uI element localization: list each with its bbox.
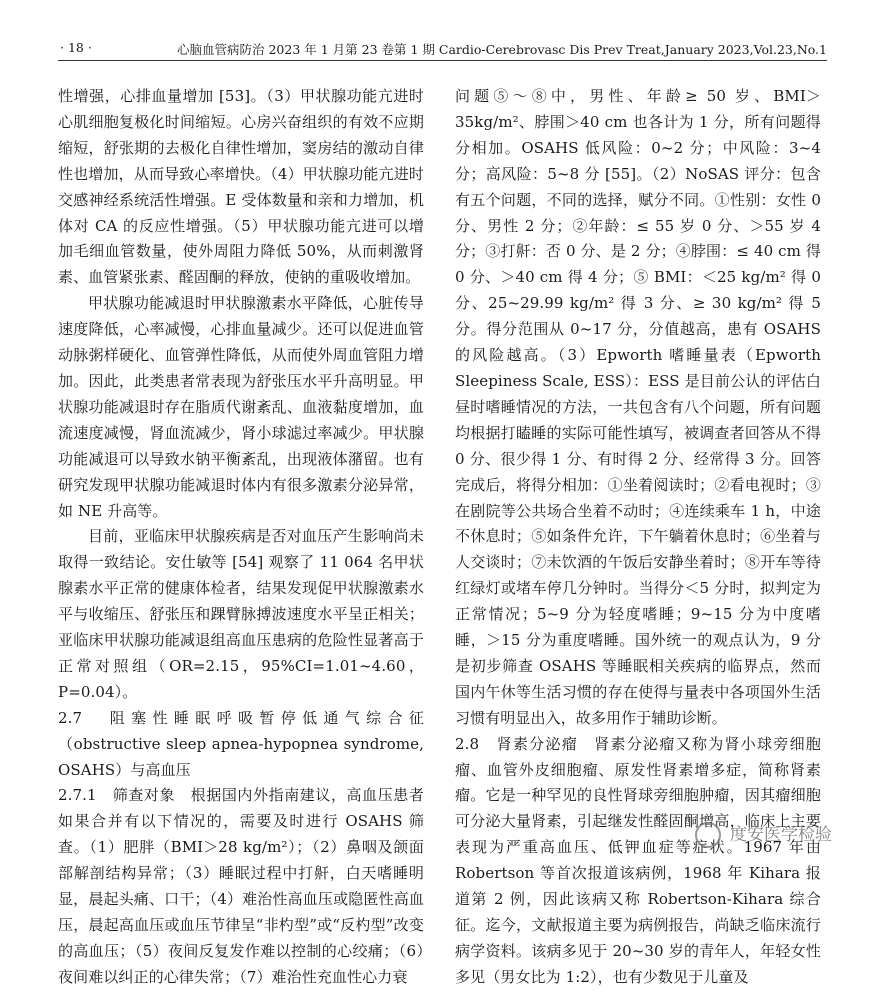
paragraph: 问题⑤～⑧中，男性、年龄≥ 50 岁、BMI＞35kg/m²、脖围＞40 cm 也各计为 1 分，所有问题得分相加。OSAHS 低风险：0~2 分；中风险：3~4 分；高风险：5~8 分 [55]。（2）NoSAS 评分：包含有五个问题，不同的选择，赋分不同。①性别：女性 0 分、男性 2 分；②年龄：≤ 55 岁 0 分、＞55 岁 4 分；③打鼾：否 0 分、是 2 分；④脖围：≤ 40 cm 得 0 分、＞40 cm 得 4 分；⑤ BMI：＜25 kg/m² 得 0 分、25~29.99 kg/m² 得 3 分、≥ 30 kg/m² 得 5 分。得分范围从 0~17 分，分值越高，患有 OSAHS 的风险越高。（3）Epworth 嗜睡量表（Epworth Sleepiness Scale, ESS）：ESS 是目前公认的评估白昼时嗜睡情况的方法，一共包含有八个问题，所有问题均根据打瞌睡的实际可能性填写，被调查者回答从不得 0 分、很少得 1 分、有时得 2 分、经常得 3 分。回答完成后，将得分相加：①坐着阅读时；②看电视时；③在剧院等公共场合坐着不动时；④连续乘车 1 h，中途不休息时；⑤如条件允许，下午躺着休息时；⑥坐着与人交谈时；⑦未饮酒的午饭后安静坐着时；⑧开车等待红绿灯或堵车停几分钟时。当得分＜5 分时，拟判定为正常情况；5~9 分为轻度嗜睡；9~15 分为中度嗜睡，＞15 分为重度嗜睡。国外统一的观点认为，9 分是初步筛查 OSAHS 等睡眠相关疾病的临界点，然而国内午休等生活习惯的存在使得与量表中各项国外生活习惯有明显出入，故多用作于辅助诊断。 — [455, 87, 821, 727]
watermark-text: 度安医学检验 — [730, 825, 832, 845]
paragraph: 目前，亚临床甲状腺疾病是否对血压产生影响尚未取得一致结论。安仕敏等 [54] 观察了 11 064 名甲状腺素水平正常的健康体检者，结果发现促甲状腺激素水平与收缩压、舒张压和踝臂脉搏波速度水平呈正相关；亚临床甲状腺功能减退组高血压患病的危险性显著高于正常对照组（OR=2.15，95%CI=1.01~4.60，P=0.04）。 — [58, 527, 424, 701]
paragraph: 性增强，心排血量增加 [53]。（3）甲状腺功能亢进时心肌细胞复极化时间缩短。心房兴奋组织的有效不应期缩短，舒张期的去极化自律性增加，窦房结的激动自律性也增加，从而导致心率增快。（4）甲状腺功能亢进时交感神经系统活性增强。E 受体数量和亲和力增加，机体对 CA 的反应性增强。（5）甲状腺功能亢进可以增加毛细血管数量，使外周阻力降低 50%，从而刺激肾素、血管紧张素、醛固酮的释放，使钠的重吸收增加。 — [58, 87, 424, 287]
watermark-logo-icon — [695, 822, 721, 848]
paragraph: 甲状腺功能减退时甲状腺激素水平降低，心脏传导速度降低，心率减慢，心排血量减少。还可以促进血管动脉粥样硬化、血管弹性降低，从而使外周血管阻力增加。因此，此类患者常表现为舒张压水平升高明显。甲状腺功能减退时存在脂质代谢紊乱、血液黏度增加，血流速度减慢，肾血流减少，肾小球滤过率减少。甲状腺功能减退可以导致水钠平衡紊乱，出现液体潴留。也有研究发现甲状腺功能减退时体内有很多激素分泌异常，如 NE 升高等。 — [58, 294, 424, 520]
section-2-8: 2.8 肾素分泌瘤 肾素分泌瘤又称为肾小球旁细胞瘤、血管外皮细胞瘤、原发性肾素增多症，简称肾素瘤。它是一种罕见的良性肾球旁细胞肿瘤，因其瘤细胞可分泌大量肾素，引起继发性醛固酮增高，临床上主要表现为严重高血压、低钾血症等症状。1967 年由 Robertson 等首次报道该病例，1968 年 Kihara 报道第 2 例，因此该病又称 Robertson-Kihara 综合征。迄今，文献报道主要为病例报告，尚缺乏临床流行病学资料。该病多见于 20~30 岁的青年人，年轻女性多见（男女比为 1:2），也有少数见于儿童及 — [455, 734, 821, 986]
left-column — [58, 84, 424, 991]
page-header — [0, 0, 877, 62]
watermark — [695, 820, 832, 848]
section-heading-2-7: 2.7 阻塞性睡眠呼吸暂停低通气综合征（obstructive sleep apnea-hypopnea syndrome, OSAHS）与高血压 — [58, 708, 424, 779]
header-rule — [58, 60, 827, 61]
running-title: 心脑血管病防治 2023 年 1 月第 23 卷第 1 期 Cardio-Cerebrovasc Dis Prev Treat,January 2023,Vol.23,No.1 — [177, 42, 827, 57]
subsection-2-7-1: 2.7.1 筛查对象 根据国内外指南建议，高血压患者如果合并有以下情况的，需要及时进行 OSAHS 筛查。（1）肥胖（BMI＞28 kg/m²）；（2）鼻咽及颌面部解剖结构异常；（3）睡眠过程中打鼾，白天嗜睡明显，晨起头痛、口干；（4）难治性高血压或隐匿性高血压，晨起高血压或血压节律呈“非杓型”或“反杓型”改变的高血压；（5）夜间反复发作难以控制的心绞痛；（6）夜间难以纠正的心律失常；（7）难治性充血性心力衰 — [58, 786, 424, 986]
page-number: · 18 · — [60, 40, 92, 55]
right-column — [455, 84, 821, 991]
